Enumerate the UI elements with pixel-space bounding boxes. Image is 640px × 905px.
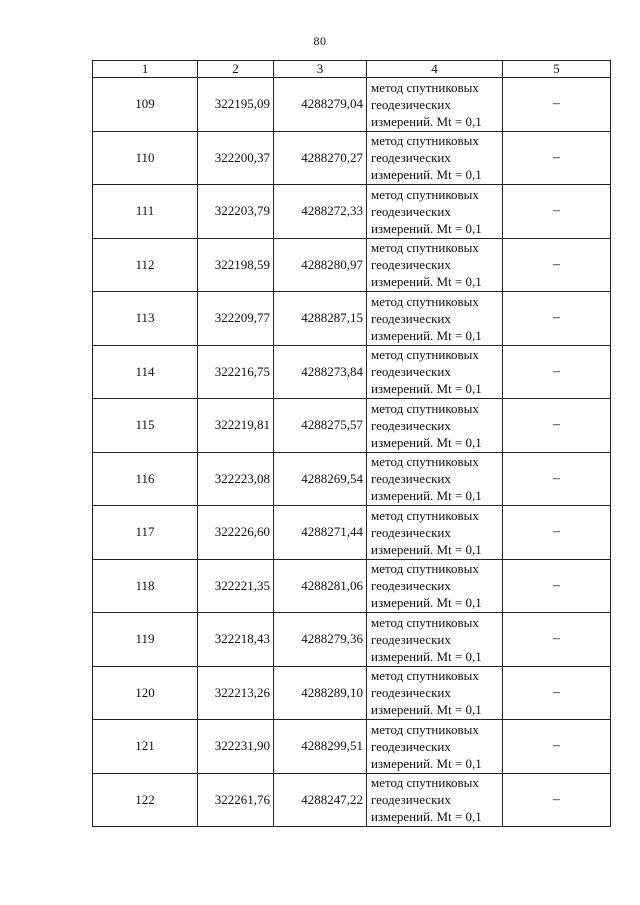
point-number-cell: 120 bbox=[93, 666, 198, 720]
method-text-line: метод спутниковых bbox=[371, 721, 479, 737]
method-text-line: метод спутниковых bbox=[371, 186, 479, 202]
method-text-line: геодезических bbox=[371, 738, 451, 754]
x-coordinate-cell: 322203,79 bbox=[198, 185, 274, 239]
method-text-line: геодезических bbox=[371, 524, 451, 540]
note-cell: – bbox=[503, 613, 611, 667]
y-coordinate-cell: 4288275,57 bbox=[274, 399, 367, 453]
method-text-line: геодезических bbox=[371, 96, 451, 112]
method-text-line: измерений. Mt = 0,1 bbox=[371, 755, 482, 771]
table-row bbox=[93, 666, 611, 720]
x-coordinate-cell: 322213,26 bbox=[198, 666, 274, 720]
y-coordinate-cell: 4288272,33 bbox=[274, 185, 367, 239]
point-number-cell: 122 bbox=[93, 773, 198, 827]
table-row bbox=[93, 131, 611, 185]
method-text-line: метод спутниковых bbox=[371, 668, 479, 684]
method-text-line: измерений. Mt = 0,1 bbox=[371, 809, 482, 825]
x-coordinate-cell: 322209,77 bbox=[198, 292, 274, 346]
method-text-line: метод спутниковых bbox=[371, 454, 479, 470]
point-number-cell: 110 bbox=[93, 131, 198, 185]
method-cell bbox=[367, 613, 503, 667]
note-cell: – bbox=[503, 131, 611, 185]
table-row bbox=[93, 773, 611, 827]
method-text-line: геодезических bbox=[371, 310, 451, 326]
table-row bbox=[93, 399, 611, 453]
table-row bbox=[93, 613, 611, 667]
method-cell bbox=[367, 399, 503, 453]
table-row bbox=[93, 720, 611, 774]
method-cell bbox=[367, 452, 503, 506]
method-text-line: измерений. Mt = 0,1 bbox=[371, 702, 482, 718]
header-col-3: 3 bbox=[274, 61, 367, 78]
y-coordinate-cell: 4288287,15 bbox=[274, 292, 367, 346]
method-text-line: метод спутниковых bbox=[371, 400, 479, 416]
x-coordinate-cell: 322231,90 bbox=[198, 720, 274, 774]
method-text-line: метод спутниковых bbox=[371, 240, 479, 256]
method-text-line: метод спутниковых bbox=[371, 79, 479, 95]
x-coordinate-cell: 322223,08 bbox=[198, 452, 274, 506]
point-number-cell: 113 bbox=[93, 292, 198, 346]
method-text-line: геодезических bbox=[371, 203, 451, 219]
note-cell: – bbox=[503, 78, 611, 132]
method-text-line: геодезических bbox=[371, 685, 451, 701]
table-row bbox=[93, 292, 611, 346]
method-cell bbox=[367, 185, 503, 239]
y-coordinate-cell: 4288279,36 bbox=[274, 613, 367, 667]
x-coordinate-cell: 322221,35 bbox=[198, 559, 274, 613]
y-coordinate-cell: 4288279,04 bbox=[274, 78, 367, 132]
table-header bbox=[93, 61, 611, 78]
x-coordinate-cell: 322198,59 bbox=[198, 238, 274, 292]
note-cell: – bbox=[503, 773, 611, 827]
y-coordinate-cell: 4288289,10 bbox=[274, 666, 367, 720]
table-row bbox=[93, 559, 611, 613]
method-text-line: метод спутниковых bbox=[371, 133, 479, 149]
method-text-line: измерений. Mt = 0,1 bbox=[371, 541, 482, 557]
method-cell bbox=[367, 292, 503, 346]
table-row bbox=[93, 345, 611, 399]
table-body bbox=[93, 78, 611, 827]
method-text-line: измерений. Mt = 0,1 bbox=[371, 595, 482, 611]
method-cell bbox=[367, 506, 503, 560]
method-text-line: метод спутниковых bbox=[371, 507, 479, 523]
note-cell: – bbox=[503, 238, 611, 292]
point-number-cell: 116 bbox=[93, 452, 198, 506]
method-cell bbox=[367, 345, 503, 399]
x-coordinate-cell: 322200,37 bbox=[198, 131, 274, 185]
page-number: 80 bbox=[313, 34, 327, 48]
y-coordinate-cell: 4288299,51 bbox=[274, 720, 367, 774]
method-text-line: измерений. Mt = 0,1 bbox=[371, 434, 482, 450]
note-cell: – bbox=[503, 399, 611, 453]
header-col-1: 1 bbox=[93, 61, 198, 78]
method-text-line: измерений. Mt = 0,1 bbox=[371, 167, 482, 183]
method-text-line: геодезических bbox=[371, 792, 451, 808]
point-number-cell: 117 bbox=[93, 506, 198, 560]
note-cell: – bbox=[503, 185, 611, 239]
method-text-line: метод спутниковых bbox=[371, 293, 479, 309]
method-text-line: геодезических bbox=[371, 578, 451, 594]
method-text-line: метод спутниковых bbox=[371, 775, 479, 791]
note-cell: – bbox=[503, 292, 611, 346]
x-coordinate-cell: 322218,43 bbox=[198, 613, 274, 667]
method-cell bbox=[367, 773, 503, 827]
method-text-line: геодезических bbox=[371, 471, 451, 487]
header-col-4: 4 bbox=[367, 61, 503, 78]
method-text-line: измерений. Mt = 0,1 bbox=[371, 274, 482, 290]
point-number-cell: 112 bbox=[93, 238, 198, 292]
method-cell bbox=[367, 78, 503, 132]
method-text-line: измерений. Mt = 0,1 bbox=[371, 381, 482, 397]
y-coordinate-cell: 4288280,97 bbox=[274, 238, 367, 292]
method-cell bbox=[367, 131, 503, 185]
header-row bbox=[93, 61, 611, 78]
y-coordinate-cell: 4288269,54 bbox=[274, 452, 367, 506]
point-number-cell: 115 bbox=[93, 399, 198, 453]
point-number-cell: 118 bbox=[93, 559, 198, 613]
method-text-line: геодезических bbox=[371, 150, 451, 166]
method-text-line: метод спутниковых bbox=[371, 561, 479, 577]
method-text-line: измерений. Mt = 0,1 bbox=[371, 327, 482, 343]
table-row bbox=[93, 506, 611, 560]
note-cell: – bbox=[503, 720, 611, 774]
table-row bbox=[93, 238, 611, 292]
table-row bbox=[93, 185, 611, 239]
note-cell: – bbox=[503, 559, 611, 613]
method-text-line: геодезических bbox=[371, 364, 451, 380]
point-number-cell: 109 bbox=[93, 78, 198, 132]
x-coordinate-cell: 322261,76 bbox=[198, 773, 274, 827]
method-text-line: метод спутниковых bbox=[371, 347, 479, 363]
method-text-line: геодезических bbox=[371, 631, 451, 647]
table-row bbox=[93, 452, 611, 506]
method-cell bbox=[367, 559, 503, 613]
method-cell bbox=[367, 238, 503, 292]
y-coordinate-cell: 4288247,22 bbox=[274, 773, 367, 827]
point-number-cell: 111 bbox=[93, 185, 198, 239]
point-number-cell: 119 bbox=[93, 613, 198, 667]
note-cell: – bbox=[503, 666, 611, 720]
x-coordinate-cell: 322219,81 bbox=[198, 399, 274, 453]
x-coordinate-cell: 322216,75 bbox=[198, 345, 274, 399]
method-text-line: измерений. Mt = 0,1 bbox=[371, 113, 482, 129]
header-col-5: 5 bbox=[503, 61, 611, 78]
method-text-line: геодезических bbox=[371, 417, 451, 433]
table-row bbox=[93, 78, 611, 132]
note-cell: – bbox=[503, 345, 611, 399]
note-cell: – bbox=[503, 506, 611, 560]
method-text-line: измерений. Mt = 0,1 bbox=[371, 488, 482, 504]
coordinates-table bbox=[92, 60, 611, 827]
method-text-line: метод спутниковых bbox=[371, 614, 479, 630]
point-number-cell: 121 bbox=[93, 720, 198, 774]
x-coordinate-cell: 322195,09 bbox=[198, 78, 274, 132]
header-col-2: 2 bbox=[198, 61, 274, 78]
method-text-line: измерений. Mt = 0,1 bbox=[371, 220, 482, 236]
method-cell bbox=[367, 666, 503, 720]
point-number-cell: 114 bbox=[93, 345, 198, 399]
y-coordinate-cell: 4288281,06 bbox=[274, 559, 367, 613]
y-coordinate-cell: 4288270,27 bbox=[274, 131, 367, 185]
y-coordinate-cell: 4288273,84 bbox=[274, 345, 367, 399]
y-coordinate-cell: 4288271,44 bbox=[274, 506, 367, 560]
method-text-line: измерений. Mt = 0,1 bbox=[371, 648, 482, 664]
method-text-line: геодезических bbox=[371, 257, 451, 273]
method-cell bbox=[367, 720, 503, 774]
note-cell: – bbox=[503, 452, 611, 506]
x-coordinate-cell: 322226,60 bbox=[198, 506, 274, 560]
